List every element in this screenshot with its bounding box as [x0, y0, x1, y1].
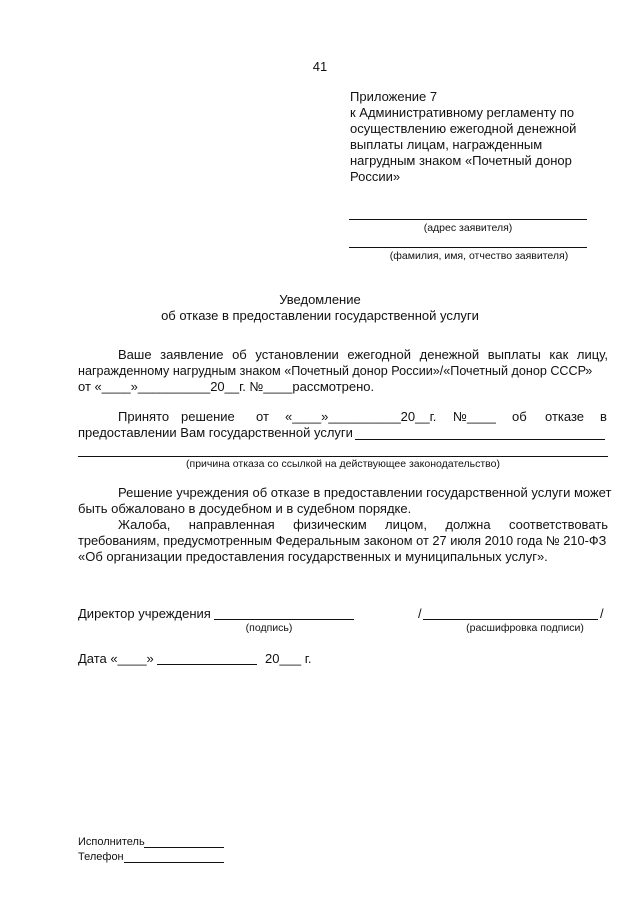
- para1-line1: Ваше заявление об установлении ежегодной денежной выплаты как лицу,: [118, 347, 608, 362]
- executor-label: Исполнитель: [78, 836, 145, 848]
- para3-line2: быть обжаловано в досудебном и в судебном порядке.: [78, 501, 412, 516]
- phone-label: Телефон: [78, 851, 124, 863]
- signature-slash-right: /: [600, 606, 604, 621]
- para3-line4: требованиям, предусмотренным Федеральным законом от 27 июля 2010 года № 210-ФЗ: [78, 533, 607, 548]
- para2-word: об: [512, 409, 527, 424]
- signature-slash-left: /: [418, 606, 422, 621]
- para2-line1: [78, 409, 610, 425]
- service-blank-line[interactable]: [355, 439, 605, 440]
- appendix-line: осуществлению ежегодной денежной: [350, 121, 577, 136]
- para2-word: в: [600, 409, 607, 424]
- notice-title: Уведомление: [279, 292, 361, 307]
- para2-word: отказе: [545, 409, 584, 424]
- para1-line2: награжденному нагрудным знаком «Почетный донор России»/«Почетный донор СССР»: [78, 364, 593, 378]
- signature-caption: (подпись): [245, 622, 293, 634]
- date-year: 20___ г.: [265, 651, 312, 666]
- appendix-header: [350, 89, 610, 185]
- page-number: 41: [312, 59, 328, 74]
- para1-line3: от «____»__________20__г. №____рассмотрено.: [78, 379, 375, 394]
- decode-blank-line[interactable]: [423, 619, 598, 620]
- date-blank-line[interactable]: [157, 664, 257, 665]
- name-caption: (фамилия, имя, отчество заявителя): [389, 250, 569, 262]
- para2-word: №____: [453, 409, 496, 424]
- signature-blank-line[interactable]: [214, 619, 354, 620]
- para2-line2: предоставлении Вам государственной услуги: [78, 425, 353, 440]
- reason-blank-line[interactable]: [78, 456, 608, 457]
- appendix-line: Приложение 7: [350, 89, 438, 104]
- para2-word: Принято: [118, 409, 170, 424]
- date-label: Дата «____»: [78, 651, 154, 666]
- name-blank-line[interactable]: [349, 247, 587, 248]
- appendix-line: к Административному регламенту по: [350, 105, 575, 120]
- para2-word: «____»__________20__г.: [285, 409, 437, 424]
- address-caption: (адрес заявителя): [423, 222, 513, 234]
- notice-subtitle: об отказе в предоставлении государственной услуги: [161, 308, 479, 323]
- executor-blank-line[interactable]: [144, 847, 224, 848]
- appendix-line: выплаты лицам, награжденным: [350, 137, 543, 152]
- para2-word: решение: [181, 409, 235, 424]
- para3-line1: Решение учреждения об отказе в предоставлении государственной услуги может: [118, 485, 612, 500]
- phone-blank-line[interactable]: [124, 862, 224, 863]
- para2-word: от: [256, 409, 269, 424]
- para3-line5: «Об организации предоставления государственных и муниципальных услуг».: [78, 549, 548, 564]
- reason-caption: (причина отказа со ссылкой на действующее законодательство): [186, 458, 500, 470]
- decode-caption: (расшифровка подписи): [466, 622, 584, 634]
- para3-line3: Жалоба, направленная физическим лицом, должна соответствовать: [118, 517, 608, 532]
- appendix-line: нагрудным знаком «Почетный донор: [350, 153, 572, 168]
- appendix-line: России»: [350, 169, 401, 184]
- address-blank-line[interactable]: [349, 219, 587, 220]
- director-label: Директор учреждения: [78, 606, 211, 621]
